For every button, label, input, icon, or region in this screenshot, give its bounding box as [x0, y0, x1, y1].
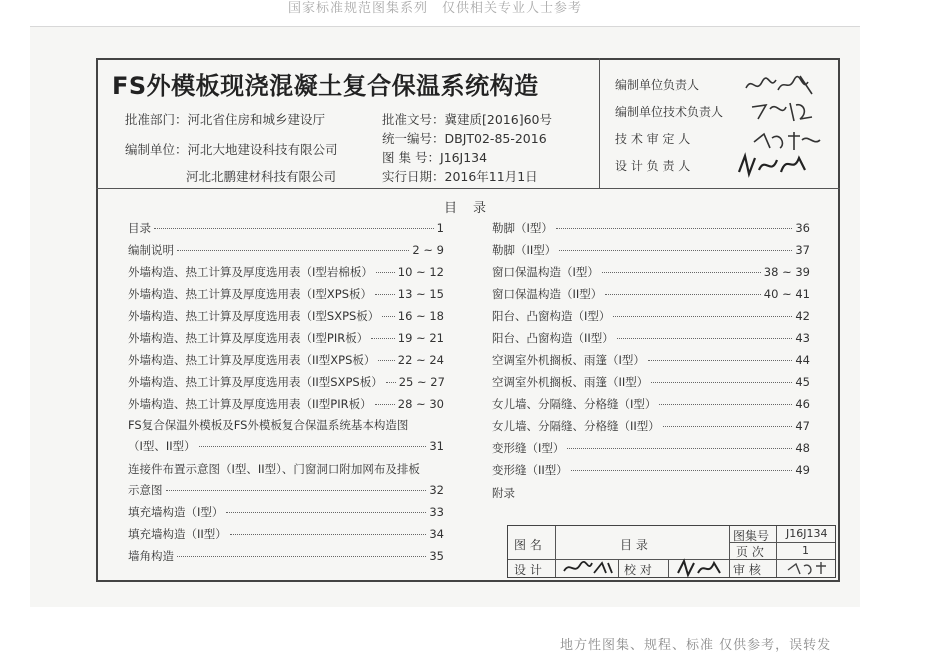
toc-entry[interactable] [128, 396, 444, 414]
toc-entry-page: 32 [429, 483, 444, 497]
toc-entry[interactable] [128, 242, 444, 260]
toc-entry-title: （I型、II型） [128, 439, 196, 453]
toc-entry[interactable] [128, 438, 444, 456]
toc-entry-prefix: 连接件布置示意图（I型、II型）、门窗洞口附加网布及排板 [128, 462, 420, 476]
toc-entry-prefix: FS复合保温外模板及FS外模板复合保温系统基本构造图 [128, 418, 409, 432]
toc-leader [613, 316, 792, 317]
toc-entry[interactable] [128, 286, 444, 304]
signature-technical-reviewer [750, 128, 830, 154]
toc-entry-title: 外墙构造、热工计算及厚度选用表（I型SXPS板） [128, 309, 380, 323]
toc-entry-title: 阳台、凸窗构造（I型） [492, 309, 611, 323]
bottom-watermark: 地方性图集、规程、标准 仅供参考，误转发 [560, 638, 832, 653]
check-label: 校 对 [624, 563, 652, 577]
toc-entry-page: 43 [795, 331, 810, 345]
toc-entry-title: 女儿墙、分隔缝、分格缝（I型） [492, 397, 657, 411]
toc-entry-page: 19 ~ 21 [397, 331, 444, 345]
toc-entry-title: 空调室外机搁板、雨篷（I型） [492, 353, 645, 367]
toc-entry[interactable] [128, 504, 444, 522]
title-block [507, 525, 836, 578]
toc-entry-title: 填充墙构造（II型） [128, 527, 227, 541]
toc-leader [648, 360, 792, 361]
toc-entry[interactable] [128, 482, 444, 500]
toc-leader [651, 382, 792, 383]
toc-entry[interactable] [492, 352, 810, 370]
signature-compiler-head [742, 72, 822, 98]
toc-entry-title: 外墙构造、热工计算及厚度选用表（II型SXPS板） [128, 375, 383, 389]
toc-entry-page: 2 ~ 9 [412, 243, 444, 257]
toc-entry[interactable] [492, 374, 810, 392]
toc-entry-page: 44 [795, 353, 810, 367]
toc-entry-page: 1 [436, 221, 444, 235]
header-divider [96, 188, 840, 189]
page-label: 页 次 [736, 545, 764, 559]
compiler-unit-1: 编制单位：河北大地建设科技有限公司 [125, 142, 338, 157]
toc-leader [199, 446, 427, 447]
toc-entry[interactable] [128, 352, 444, 370]
toc-heading: 目录 [444, 201, 503, 216]
toc-entry[interactable] [128, 374, 444, 392]
toc-entry-page: 22 ~ 24 [397, 353, 444, 367]
signature-reviewer [786, 560, 830, 576]
toc-entry-page: 16 ~ 18 [397, 309, 444, 323]
toc-leader [230, 534, 427, 535]
drawing-name-label: 图 名 [514, 538, 542, 552]
toc-entry-title: 外墙构造、热工计算及厚度选用表（I型岩棉板） [128, 265, 373, 279]
toc-entry-title: 阳台、凸窗构造（II型） [492, 331, 614, 345]
toc-entry[interactable] [128, 548, 444, 566]
toc-entry[interactable] [492, 242, 810, 260]
toc-entry[interactable] [492, 462, 810, 480]
toc-entry[interactable] [492, 396, 810, 414]
toc-leader [177, 250, 409, 251]
toc-entry-title: 空调室外机搁板、雨篷（II型） [492, 375, 649, 389]
toc-entry[interactable] [492, 286, 810, 304]
toc-entry[interactable] [128, 264, 444, 282]
toc-entry[interactable] [492, 220, 810, 238]
toc-leader [659, 404, 792, 405]
toc-entry-page: 28 ~ 30 [397, 397, 444, 411]
toc-leader [371, 338, 395, 339]
atlas-number-label: 图集号 [733, 529, 770, 543]
toc-leader [567, 448, 792, 449]
toc-leader [663, 426, 793, 427]
toc-entry-title: 变形缝（II型） [492, 463, 568, 477]
toc-entry[interactable] [128, 330, 444, 348]
drawing-name: 目 录 [620, 538, 648, 552]
approval-document-number: 批准文号：冀建质[2016]60号 [382, 112, 552, 127]
toc-entry-page: 47 [795, 419, 810, 433]
toc-leader [378, 360, 394, 361]
toc-entry-title: 示意图 [128, 483, 163, 497]
toc-leader [375, 404, 395, 405]
toc-leader [571, 470, 793, 471]
toc-entry-page: 40 ~ 41 [763, 287, 810, 301]
toc-leader [375, 294, 395, 295]
toc-leader [617, 338, 793, 339]
effective-date: 实行日期：2016年11月1日 [382, 169, 538, 184]
toc-leader [166, 490, 427, 491]
toc-leader [154, 228, 434, 229]
toc-leader [556, 228, 792, 229]
toc-entry-page: 34 [429, 527, 444, 541]
toc-entry-page: 38 ~ 39 [763, 265, 810, 279]
toc-entry[interactable] [492, 264, 810, 282]
toc-entry-page: 36 [795, 221, 810, 235]
toc-leader [386, 382, 396, 383]
toc-entry-title: 勒脚（II型） [492, 243, 557, 257]
page-value: 1 [802, 544, 809, 557]
toc-entry-page: 13 ~ 15 [397, 287, 444, 301]
signature-checker [676, 559, 724, 577]
toc-entry-page: 35 [429, 549, 444, 563]
toc-leader [376, 272, 395, 273]
toc-leader [177, 556, 426, 557]
toc-entry-page: 45 [795, 375, 810, 389]
toc-entry-title: 外墙构造、热工计算及厚度选用表（II型PIR板） [128, 397, 372, 411]
toc-entry-page: 33 [429, 505, 444, 519]
atlas-number-value: J16J134 [786, 527, 828, 540]
toc-leader [605, 294, 760, 295]
header-vertical-divider [599, 58, 600, 189]
responsible-label-technical-reviewer: 技 术 审 定 人 [615, 132, 691, 146]
toc-entry-page: 25 ~ 27 [398, 375, 445, 389]
toc-entry-title: 编制说明 [128, 243, 174, 257]
toc-entry[interactable] [492, 308, 810, 326]
atlas-number: 图 集 号：J16J134 [382, 150, 488, 165]
toc-entry-title: 窗口保温构造（I型） [492, 265, 599, 279]
toc-entry-page: 37 [795, 243, 810, 257]
toc-leader [382, 316, 394, 317]
responsible-label-compiler-head: 编制单位负责人 [615, 78, 700, 92]
toc-entry-page: 10 ~ 12 [397, 265, 444, 279]
toc-entry-title: 窗口保温构造（II型） [492, 287, 603, 301]
toc-entry-page: 48 [795, 441, 810, 455]
toc-entry-title: 勒脚（I型） [492, 221, 553, 235]
toc-entry-page: 42 [795, 309, 810, 323]
signature-design-head [735, 152, 815, 178]
toc-leader [602, 272, 761, 273]
signature-tech-head [748, 99, 828, 125]
toc-entry[interactable] [128, 220, 444, 238]
toc-entry-title: 外墙构造、热工计算及厚度选用表（II型XPS板） [128, 353, 376, 367]
toc-entry-title: 女儿墙、分隔缝、分格缝（II型） [492, 419, 660, 433]
toc-entry[interactable] [492, 440, 810, 458]
toc-entry-title: 目录 [128, 221, 151, 235]
toc-entry-page: 31 [429, 439, 444, 453]
toc-entry[interactable] [128, 526, 444, 544]
toc-leader [559, 250, 792, 251]
toc-entry[interactable] [128, 308, 444, 326]
toc-entry-appendix[interactable]: 附录 [492, 486, 515, 500]
toc-entry-title: 墙角构造 [128, 549, 174, 563]
toc-leader [226, 512, 426, 513]
design-label: 设 计 [514, 563, 542, 577]
responsible-label-tech-head: 编制单位技术负责人 [615, 105, 724, 119]
toc-entry-title: 外墙构造、热工计算及厚度选用表（I型PIR板） [128, 331, 369, 345]
signature-designer [562, 559, 614, 577]
toc-entry[interactable] [492, 330, 810, 348]
toc-entry-title: 变形缝（I型） [492, 441, 565, 455]
toc-entry-title: 填充墙构造（I型） [128, 505, 224, 519]
responsible-label-design-head: 设 计 负 责 人 [615, 159, 691, 173]
compiler-unit-2: 河北北鹏建材科技有限公司 [186, 169, 337, 184]
document-title: FS外模板现浇混凝土复合保温系统构造 [112, 72, 539, 100]
toc-entry-title: 外墙构造、热工计算及厚度选用表（I型XPS板） [128, 287, 373, 301]
top-watermark: 国家标准规范图集系列 仅供相关专业人士参考 [287, 1, 582, 16]
unified-number: 统一编号：DBJT02-85-2016 [382, 131, 547, 146]
toc-entry-page: 46 [795, 397, 810, 411]
review-label: 审 核 [733, 563, 761, 577]
toc-entry-page: 49 [795, 463, 810, 477]
toc-entry[interactable] [492, 418, 810, 436]
approval-department: 批准部门：河北省住房和城乡建设厅 [125, 112, 326, 127]
